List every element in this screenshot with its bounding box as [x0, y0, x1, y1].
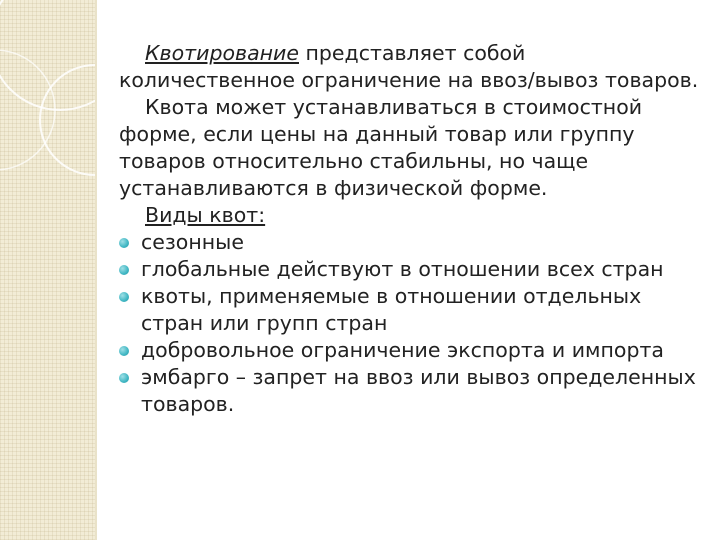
bullet-icon [119, 265, 129, 275]
quota-types-heading [119, 202, 704, 229]
quota-form-paragraph: Квота может устанавливаться в стоимостной форме, если цены на данный товар или группу товаров относительно стабильны, но чаще устанавливаются в физической форме. [119, 95, 643, 200]
list-item-text: квоты, применяемые в отношении отдельных стран или групп стран [141, 284, 642, 335]
strip-divider [95, 0, 97, 540]
decorative-side-strip [0, 0, 95, 540]
list-item-text: эмбарго – запрет на ввоз или вывоз определенных товаров. [141, 365, 696, 416]
quota-types-list [119, 229, 704, 418]
quota-types-heading-text: Виды квот: [145, 203, 266, 227]
decorative-circles [0, 0, 95, 540]
list-item-text: сезонные [141, 230, 244, 254]
list-item [119, 256, 704, 283]
bullet-icon [119, 346, 129, 356]
list-item-text: добровольное ограничение экспорта и импорта [141, 338, 664, 362]
bullet-icon [119, 373, 129, 383]
list-item [119, 229, 704, 256]
quota-definition-text: представляет собой количественное ограничение на ввоз/вывоз товаров. [119, 41, 699, 92]
list-item [119, 364, 704, 418]
bullet-icon [119, 292, 129, 302]
list-item [119, 337, 704, 364]
quota-definition-paragraph [119, 40, 704, 94]
list-item-text: глобальные действуют в отношении всех стран [141, 257, 664, 281]
quota-term: Квотирование [145, 41, 299, 65]
list-item [119, 283, 704, 337]
slide-body [119, 40, 704, 418]
bullet-icon [119, 238, 129, 248]
